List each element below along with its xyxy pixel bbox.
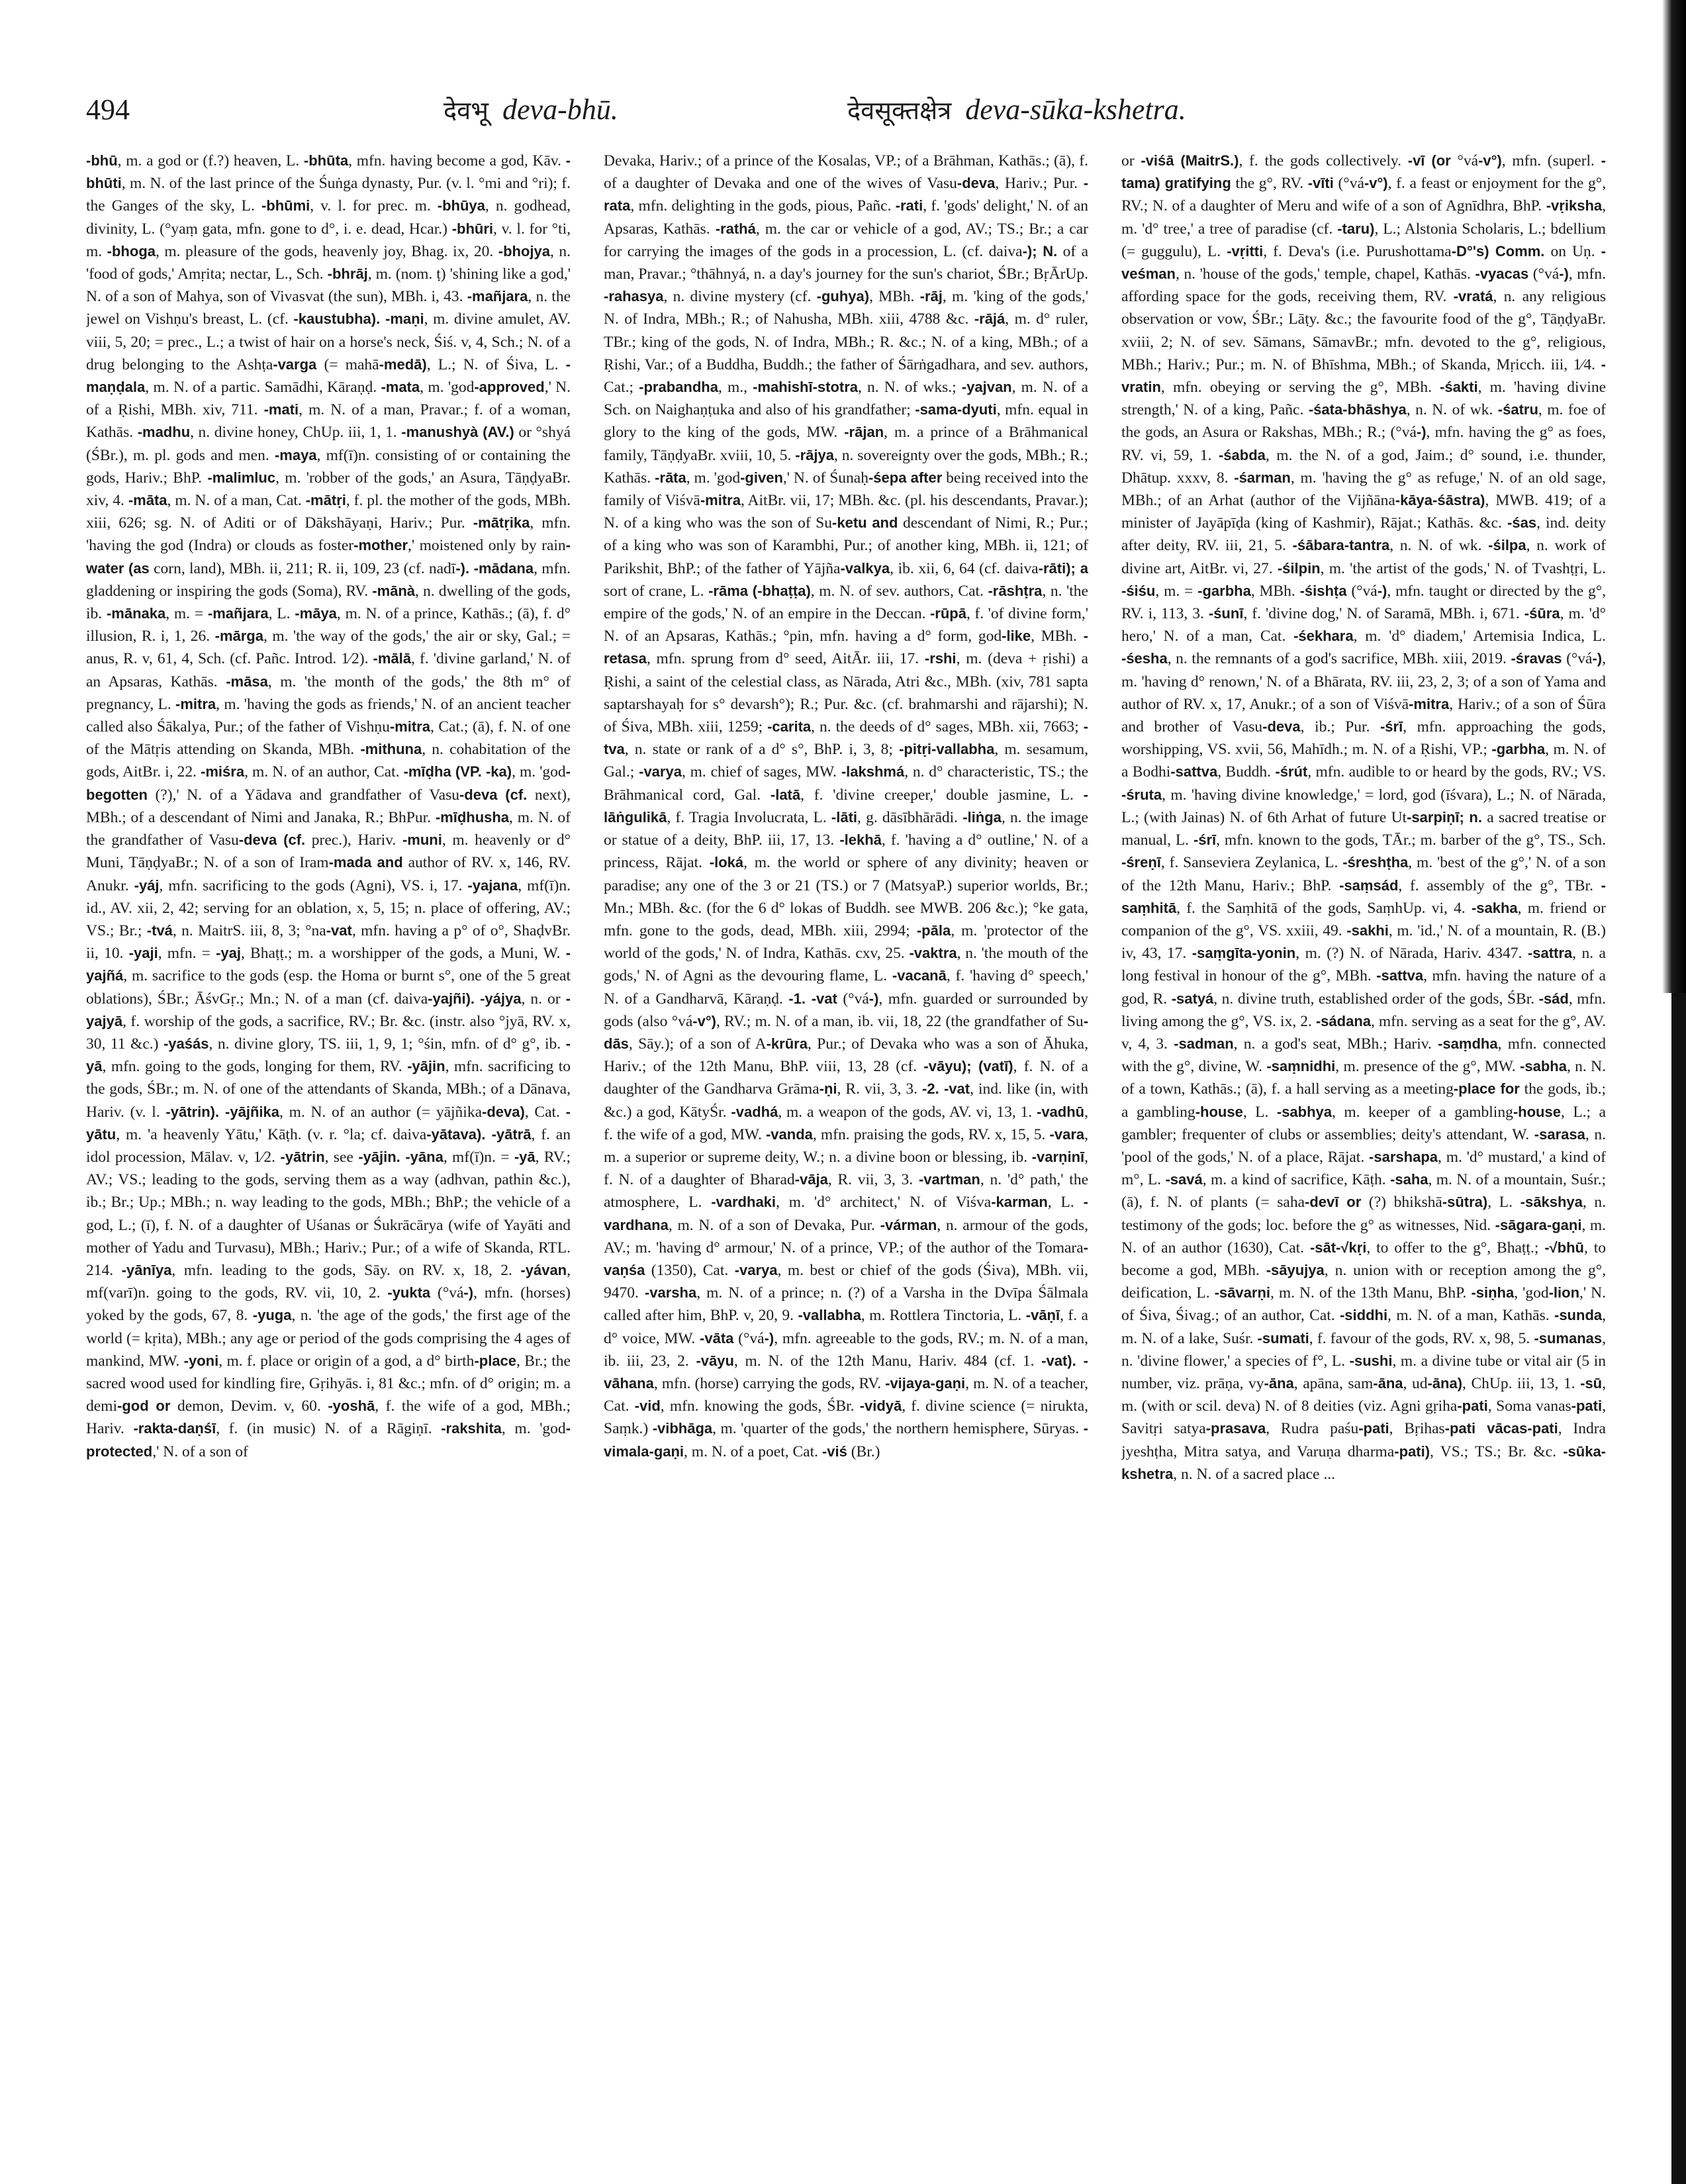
headword: -satyá	[1171, 990, 1214, 1007]
headword: -bhrāj	[327, 265, 368, 283]
headword: -veśman	[1121, 242, 1606, 283]
column-3	[1121, 150, 1606, 2169]
headword: -mārga	[214, 628, 263, 645]
headword: -dās	[604, 1012, 1088, 1052]
headword: -karman	[991, 1194, 1048, 1211]
headword: -śilpin	[1277, 559, 1321, 577]
headword: -vṛiksha	[1546, 197, 1603, 214]
headword: -prabandha	[639, 379, 718, 396]
headword: -yajvan	[961, 379, 1012, 396]
headword: -vāṇī	[1025, 1307, 1060, 1324]
headword: -vanda	[765, 1125, 813, 1143]
headword: -vāta	[700, 1329, 734, 1347]
headword: -mitra	[1409, 695, 1450, 712]
headword: -)	[1416, 424, 1427, 441]
headword: -muni	[402, 831, 442, 849]
headword: -viśā (MaitrS.)	[1141, 152, 1239, 169]
headword: -śreṇī	[1121, 854, 1161, 871]
headword: -rāti); a	[1038, 559, 1088, 577]
headword: -mada and	[328, 854, 403, 871]
right-head-word: deva-sūka-kshetra.	[965, 93, 1186, 126]
headword: -sākshya	[1520, 1194, 1583, 1211]
headword: -vijaya-gaṇi	[885, 1374, 966, 1392]
headword: -yajana	[467, 877, 518, 894]
headword: -pati	[1457, 1398, 1488, 1415]
left-running-head	[444, 93, 618, 127]
headword: -sádana	[1315, 1012, 1372, 1029]
headword: -sāt-√kṛi	[1309, 1239, 1367, 1256]
headword: -mānaka	[106, 605, 166, 622]
headword: -bhūya	[437, 197, 485, 214]
column-text: -bhū, m. a god or (f.?) heaven, L. -bhūta, mfn. having become a god, Kāv. -bhūti, m. N. of the last prince of the Śuṅga dynasty, Pur. (v. l. °mi and °ri); f. the Ganges of the sky, L. -bhūmi, v. l. for prec. m. -bhūya, n. godhead, divinity, L. (°yaṃ gata, mfn. gone to d°, i. e. dead, Hcar.) -bhūri, v. l. for °ti, m. -bhoga, m. pleasure of the gods, heavenly joy, Bhag. ix, 20. -bhojya, n. 'food of gods,' Amṛita; nectar, L., Sch. -bhrāj, m. (nom. ṭ) 'shining like a god,' N. of a son of Mahya, son of Vivasvat (the sun), MBh. i, 43. -mañjara, n. the jewel on Vishṇu's breast, L. (cf. -kaustubha). -maṇi, m. divine amulet, AV. viii, 5, 20; = prec., L.; a twist of hair on a horse's neck, Śiś. v, 4, Sch.; N. of a drug belonging to the Ashṭa-varga (= mahā-medā), L.; N. of Śiva, L. -maṇḍala, m. N. of a partic. Samādhi, Kāraṇḍ. -mata, m. 'god-approved,' N. of a Ṛishi, MBh. xiv, 711. -mati, m. N. of a man, Pravar.; f. of a woman, Kathās. -madhu, n. divine honey, ChUp. iii, 1, 1. -manushyà (AV.) or °shyá (ŚBr.), m. pl. gods and men. -maya, mf(ī)n. consisting of or containing the gods, Hariv.; BhP. -malimluc, m. 'robber of the gods,' an Asura, TāṇḍyaBr. xiv, 4. -māta, m. N. of a man, Cat. -mātṛi, f. pl. the mother of the gods, MBh. xiii, 626; sg. N. of Aditi or of Dākshāyaṇi, Hariv.; Pur. -mātṛika, mfn. 'having the god (Indra) or clouds as foster-mother,' moistened only by rain-water (as corn, land), MBh. ii, 211; R. ii, 109, 23 (cf. nadī-). -mādana, mfn. gladdening or inspiring the gods (Soma), RV. -mānà, n. dwelling of the gods, ib. -mānaka, m. = -mañjara, L. -māya, m. N. of a prince, Kathās.; (ā), f. d° illusion, R. i, 1, 26. -mārga, m. 'the way of the gods,' the air or sky, Gal.; = anus, R. v, 61, 4, Sch. (cf. Pañc. Introd. 1⁄2). -mālā, f. 'divine garland,' N. of an Apsaras, Kathās. -māsa, m. 'the month of the gods,' the 8th m° of pregnancy, L. -mitra, m. 'having the gods as friends,' N. of an ancient teacher called also Śākalya, Pur.; of the father of Vishṇu-mitra, Cat.; (ā), f. N. of one of the Mātṛis attending on Skanda, MBh. -mithuna, n. cohabitation of the gods, AitBr. i, 22. -miśra, m. N. of an author, Cat. -mīḍha (VP. -ka), m. 'god-begotten (?),' N. of a Yādava and grandfather of Vasu-deva (cf. next), MBh.; of a descendant of Nimi and Janaka, R.; BhPur. -mīḍhusha, m. N. of the grandfather of Vasu-deva (cf. prec.), Hariv. -muni, m. heavenly or d° Muni, TāṇḍyaBr.; N. of a son of Iram-mada and author of RV. x, 146, RV. Anukr. -yáj, mfn. sacrificing to the gods (Agni), VS. i, 17. -yajana, mf(ī)n. id., AV. xii, 2, 42; serving for an oblation, x, 5, 15; n. place of offering, AV.; VS.; Br.; -tvá, n. MaitrS. iii, 8, 3; °na-vat, mfn. having a p° of o°, ShaḍvBr. ii, 10. -yaji, mfn. = -yaj, Bhaṭṭ.; m. a worshipper of the gods, a Muni, W. -yajñá, m. sacrifice to the gods (esp. the Homa or burnt s°, one of the 5 great oblations), ŚBr.; ĀśvGṛ.; Mn.; N. of a man (cf. daiva-yajñi). -yájya, n. or -yajyā, f. worship of the gods, a sacrifice, RV.; Br. &c. (instr. also °jyā, RV. x, 30, 11 &c.) -yaśás, n. divine glory, TS. iii, 1, 9, 1; °śin, mfn. of d° g°, ib. -yā, mfn. going to the gods, longing for them, RV. -yājin, mfn. sacrificing to the gods, ŚBr.; m. N. of one of the attendants of Skanda, MBh.; of a Dānava, Hariv. (v. l. -yātrin). -yājñika, m. N. of an author (= yājñika-deva), Cat. -yātu, m. 'a heavenly Yātu,' Kāṭh. (v. r. °la; cf. daiva-yātava). -yātrā, f. an idol procession, Mālav. v, 1⁄2. -yātrin, see -yājin. -yāna, mf(ī)n. = -yā, RV.; AV.; VS.; leading to the gods, serving them as a way (adhvan, pathin &c.), ib.; Br.; Up.; MBh.; n. way leading to the gods, MBh.; BhP.; the vehicle of a god, L.; (ī), f. N. of a daughter of Uśanas or Śukrācārya (wife of Yayāti and mother of Yadu and Turvasu), MBh.; Hariv.; Pur.; of a wife of Skanda, RTL. 214. -yānīya, mfn. leading to the gods, Sāy. on RV. x, 18, 2. -yávan, mf(varī)n. going to the gods, RV. vii, 10, 2. -yukta (°vá-), mfn. (horses) yoked by the gods, 67, 8. -yuga, n. 'the age of the gods,' the first age of the world (= kṛita), MBh.; any age or period of the gods comprising the 4 ages of mankind, MW. -yoni, m. f. place or origin of a god, a d° birth-place, Br.; the sacred wood used for kindling fire, Gṛihyās. i, 81 &c.; mfn. of d° origin; m. a demi-god or demon, Devim. v, 60. -yoshā, f. the wife of a god, MBh.; Hariv. -rakta-daṇśī, f. (in music) N. of a Rāgiṇī. -rakshita, m. 'god-protected,' N. of a son of	[86, 152, 571, 1460]
headword: -mother	[353, 537, 408, 554]
headword: -sāvarṇi	[1214, 1284, 1270, 1302]
column-1	[86, 150, 571, 2169]
headword: -mātṛi	[305, 492, 346, 509]
headword: -tvá	[146, 922, 173, 939]
headword: -rakta-daṇśī	[133, 1420, 216, 1437]
headword: -1. -vat	[788, 990, 837, 1007]
headword: -bhūri	[451, 220, 494, 237]
headword: -sāgara-gaṇi	[1495, 1216, 1582, 1233]
headword: -vratá	[1453, 288, 1493, 305]
headword: -valkya	[840, 559, 890, 577]
headword: -mata	[381, 379, 420, 396]
headword: -deva	[1262, 718, 1301, 736]
headword: -vaktra	[909, 945, 957, 962]
headword: -yaśás	[163, 1035, 209, 1052]
headword: -saṃgīta-yonin	[1192, 945, 1296, 962]
headword: -like	[1002, 628, 1031, 645]
headword: -carita	[767, 718, 812, 736]
headword: -vyacas	[1475, 265, 1529, 283]
headword: -lāṅgulikā	[604, 786, 1088, 826]
headword: -rahasya	[604, 288, 664, 305]
headword: -śrút	[1275, 763, 1308, 781]
headword: -sarshapa	[1369, 1148, 1438, 1165]
headword: -bhojya	[498, 242, 550, 260]
headword: -bhoga	[107, 242, 156, 260]
headword: -śepa after	[868, 469, 943, 486]
right-head-devanagari: देवसूक्तक्षेत्र	[847, 96, 952, 125]
headword: -vimala-gaṇi	[604, 1420, 1088, 1460]
headword: -mati	[263, 401, 299, 418]
headword: -viś	[821, 1443, 847, 1460]
headword: -god or	[117, 1398, 171, 1415]
headword: -madhu	[137, 424, 191, 441]
headword: -śishṭa	[1299, 582, 1347, 599]
headword: -tva	[604, 718, 1088, 758]
headword: -vratin	[1121, 356, 1606, 396]
headword: -sāyujya	[1266, 1261, 1325, 1278]
headword: -)	[1592, 650, 1603, 667]
column-text: or -viśā (MaitrS.), f. the gods collectively. -vī (or °vá-v°), mfn. (superl. -tama) gratifying the g°, RV. -vīti (°vá-v°), f. a feast or enjoyment for the g°, RV.; N. of a daughter of Meru and wife of a son of Agnīdhra, BhP. -vṛiksha, m. 'd° tree,' a tree of paradise (cf. -taru), L.; Alstonia Scholaris, L.; bdellium (= guggulu), L. -vṛitti, f. Deva's (i.e. Purushottama-D°'s) Comm. on Uṇ. -veśman, n. 'house of the gods,' temple, chapel, Kathās. -vyacas (°vá-), mfn. affording space for the gods, receiving them, RV. -vratá, n. any religious observation or vow, ŚBr.; Lāṭy. &c.; the favourite food of the g°, TāṇḍyaBr. xviii, 2; N. of sev. Sāmans, SāmavBr.; mfn. devoted to the g°, religious, MBh.; Hariv.; Pur.; m. N. of Bhīshma, MBh.; of Skanda, Mṛicch. iii, 1⁄4. -vratin, mfn. obeying or serving the g°, MBh. -śakti, m. 'having divine strength,' N. of a king, Pañc. -śata-bhāshya, n. N. of wk. -śatru, m. foe of the gods, an Asura or Rakshas, MBh.; R.; (°vá-), mfn. having the g° as foes, RV. vi, 59, 1. -śabda, m. the N. of a god, Jaim.; d° sound, i.e. thunder, Dhātup. xxxv, 8. -śarman, m. 'having the g° as refuge,' N. of an old sage, MBh.; of an Arhat (author of the Vijñāna-kāya-śāstra), MWB. 419; of a minister of Jayāpīḍa (king of Kashmir), Rājat.; Kathās. &c. -śas, ind. deity after deity, RV. iii, 21, 5. -śābara-tantra, n. N. of wk. -śilpa, n. work of divine art, AitBr. vi, 27. -śilpin, m. 'the artist of the gods,' N. of Tvashṭṛi, L. -śiśu, m. = -garbha, MBh. -śishṭa (°vá-), mfn. taught or directed by the g°, RV. i, 113, 3. -śunī, f. 'divine dog,' N. of Saramā, MBh. i, 671. -śūra, m. 'd° hero,' N. of a man, Cat. -śekhara, m. 'd° diadem,' Artemisia Indica, L. -śesha, n. the remnants of a god's sacrifice, MBh. xiii, 2019. -śravas (°vá-), m. 'having d° renown,' N. of a Bhārata, RV. iii, 23, 2, 3; of a son of Yama and author of RV. x, 17, Anukr.; of a son of Viśvā-mitra, Hariv.; of a son of Śūra and brother of Vasu-deva, ib.; Pur. -śrī, mfn. approaching the gods, worshipping, VS. xvii, 56, Mahīdh.; m. N. of a Ṛishi, VP.; -garbha, m. N. of a Bodhi-sattva, Buddh. -śrút, mfn. audible to or heard by the gods, RV.; VS. -śruta, m. 'having divine knowledge,' = lord, god (īśvara), L.; N. of Nārada, L.; (with Jainas) N. of 6th Arhat of future Ut-sarpiṇī; n. a sacred treatise or manual, L. -śrī, mfn. known to the gods, TĀr.; m. barber of the g°, TS., Sch. -śreṇī, f. Sanseviera Zeylanica, L. -śreshṭha, m. 'best of the g°,' N. of a son of the 12th Manu, Hariv.; BhP. -saṃsád, f. assembly of the g°, TBr. -saṃhitā, f. the Saṃhitā of the gods, SaṃhUp. vi, 4. -sakha, m. friend or companion of the g°, VS. xxiii, 49. -sakhi, m. 'id.,' N. of a mountain, R. (B.) iv, 43, 17. -saṃgīta-yonin, m. (?) N. of Nārada, Hariv. 4347. -sattra, n. a long festival in honour of the g°, MBh. -sattva, mfn. having the nature of a god, R. -satyá, n. divine truth, established order of the gods, ŚBr. -sád, mfn. living among the g°, VS. ix, 2. -sádana, mfn. serving as a seat for the g°, AV. v, 4, 3. -sadman, n. a god's seat, MBh.; Hariv. -saṃdha, mfn. connected with the g°, divine, W. -saṃnidhi, m. presence of the g°, MW. -sabha, n. N. of a town, Kathās.; (ā), f. a hall serving as a meeting-place for the gods, ib.; a gambling-house, L. -sabhya, m. keeper of a gambling-house, L.; a gambler; frequenter of clubs or assemblies; deity's attendant, W. -sarasa, n. 'pool of the gods,' N. of a place, Rājat. -sarshapa, m. 'd° mustard,' a kind of m°, L. -savá, m. a kind of sacrifice, Kāṭh. -saha, m. N. of a mountain, Suśr.; (ā), f. N. of plants (= saha-devī or (?) bhikshā-sūtra), L. -sākshya, n. testimony of the gods; loc. before the g° as witnesses, Nid. -sāgara-gaṇi, m. N. of an author (1630), Cat. -sāt-√kṛi, to offer to the g°, Bhaṭṭ.; -√bhū, to become a god, MBh. -sāyujya, n. union with or reception among the g°, deification, L. -sāvarṇi, m. N. of the 13th Manu, BhP. -siṇha, 'god-lion,' N. of Śiva, Śivag.; of an author, Cat. -siddhi, m. N. of a man, Kathās. -sunda, m. N. of a lake, Suśr. -sumati, f. favour of the gods, RV. x, 98, 5. -sumanas, n. 'divine flower,' a species of f°, L. -sushi, m. a divine tube or vital air (5 in number, viz. prāṇa, vy-āna, apāna, sam-āna, ud-āna), ChUp. iii, 13, 1. -sū, m. (with or scil. deva) N. of 8 deities (viz. Agni gṛiha-pati, Soma vanas-pati, Savitṛi satya-prasava, Rudra paśu-pati, Bṛihas-pati vācas-pati, Indra jyeshṭha, Mitra satya, and Varuṇa dharma-pati), VS.; TS.; Br. &c. -sūka-kshetra, n. N. of a sacred place ...	[1121, 152, 1606, 1483]
headword: -pati vācas-pati	[1444, 1420, 1558, 1437]
headword: -water (as	[86, 537, 571, 577]
headword: -vidyā	[859, 1398, 902, 1415]
headword: -sattva	[1376, 967, 1424, 984]
headword: -varga	[273, 356, 317, 373]
headword: -mīḍha (VP.	[403, 763, 482, 781]
headword: -śilpa	[1488, 537, 1526, 554]
headword: -garbha	[1491, 741, 1546, 758]
headword: -śruta	[1121, 786, 1162, 803]
headword: -kāya-śāstra)	[1395, 492, 1485, 509]
column-text: Devaka, Hariv.; of a prince of the Kosalas, VP.; of a Brāhman, Kathās.; (ā), f. of a daughter of Devaka and one of the wives of Vasu-deva, Hariv.; Pur. -rata, mfn. delighting in the gods, pious, Pañc. -rati, f. 'gods' delight,' N. of an Apsaras, Kathās. -rathá, m. the car or vehicle of a god, AV.; TS.; Br.; a car for carrying the images of the gods in a procession, L. (cf. daiva-); N. of a man, Pravar.; °thāhnyá, n. a day's journey for the sun's chariot, ŚBr.; BṛĀrUp. -rahasya, n. divine mystery (cf. -guhya), MBh. -rāj, m. 'king of the gods,' N. of Indra, MBh.; R.; of Nahusha, MBh. xiii, 4788 &c. -rājá, m. d° ruler, TBr.; king of the gods, N. of Indra, MBh.; R. &c.; N. of a king, MBh.; of a Ṛishi, Var.; of a Buddha, Buddh.; the father of Śārṅgadhara, and sev. authors, Cat.; -prabandha, m., -mahishī-stotra, n. N. of wks.; -yajvan, m. N. of a Sch. on Naighaṇṭuka and also of his grandfather; -sama-dyuti, mfn. equal in glory to the king of the gods, MW. -rājan, m. a prince of a Brāhmanical family, TāṇḍyaBr. xviii, 10, 5. -rājya, n. sovereignty over the gods, MBh.; R.; Kathās. -rāta, m. 'god-given,' N. of Śunaḥ-śepa after being received into the family of Viśvā-mitra, AitBr. vii, 17; MBh. &c. (pl. his descendants, Pravar.); N. of a king who was the son of Su-ketu and descendant of Nimi, R.; Pur.; of a king who was son of Karambhi, Pur.; of another king, MBh. ii, 121; of Parikshit, BhP.; of the father of Yājña-valkya, ib. xii, 6, 64 (cf. daiva-rāti); a sort of crane, L. -rāma (-bhaṭṭa), m. N. of sev. authors, Cat. -rāshṭra, n. 'the empire of the gods,' N. of an empire in the Deccan. -rūpā, f. 'of divine form,' N. of an Apsaras, Kathās.; °pin, mfn. having a d° form, god-like, MBh. -retasa, mfn. sprung from d° seed, AitĀr. iii, 17. -rshi, m. (deva + ṛishi) a Ṛishi, a saint of the celestial class, as Nārada, Atri &c., MBh. (xiv, 781 sapta saptarshayaḥ for s° devarsh°); R.; Pur. &c. (cf. brahmarshi and rājarshi); N. of Śiva, MBh. xiii, 1259; -carita, n. the deeds of d° sages, MBh. xii, 7663; -tva, n. state or rank of a d° s°, BhP. i, 3, 8; -pitṛi-vallabha, m. sesamum, Gal.; -varya, m. chief of sages, MW. -lakshmá, n. d° characteristic, TS.; the Brāhmanical cord, Gal. -latā, f. 'divine creeper,' double jasmine, L. -lāṅgulikā, f. Tragia Involucrata, L. -lāti, g. dāsībhārādi. -liṅga, n. the image or statue of a deity, BhP. iii, 17, 13. -lekhā, f. 'having a d° outline,' N. of a princess, Rājat. -loká, m. the world or sphere of any divinity; heaven or paradise; any one of the 3 or 21 (TS.) or 7 (MatsyaP.) superior worlds, Br.; Mn.; MBh. &c. (for the 6 d° lokas of Buddh. see MWB. 206 &c.); °ke gata, mfn. gone to the gods, dead, MBh. xiii, 2994; -pāla, m. 'protector of the world of the gods,' N. of Indra, Kathās. cxv, 25. -vaktra, n. 'the mouth of the gods,' N. of Agni as the devouring flame, L. -vacanā, f. 'having d° speech,' N. of a Gandharvā, Kāraṇḍ. -1. -vat (°vá-), mfn. guarded or surrounded by gods (also °vá-v°), RV.; m. N. of a man, ib. vii, 18, 22 (the grandfather of Su-dās, Sāy.); of a son of A-krūra, Pur.; of Devaka who was a son of Āhuka, Hariv.; of the 12th Manu, BhP. viii, 13, 28 (cf. -vāyu); (vatī), f. N. of a daughter of the Gandharva Grāma-ṇi, R. vii, 3, 3. -2. -vat, ind. like (in, with &c.) a god, KātyŚr. -vadhá, m. a weapon of the gods, AV. vi, 13, 1. -vadhū, f. the wife of a god, MW. -vanda, mfn. praising the gods, RV. x, 15, 5. -vara, m. a superior or supreme deity, W.; n. a divine boon or blessing, ib. -varṇinī, f. N. of a daughter of Bharad-vāja, R. vii, 3, 3. -vartman, n. 'd° path,' the atmosphere, L. -vardhaki, m. 'd° architect,' N. of Viśva-karman, L. -vardhana, m. N. of a son of Devaka, Pur. -várman, n. armour of the gods, AV.; m. 'having d° armour,' N. of a prince, VP.; of the author of the Tomara-vaṇśa (1350), Cat. -varya, m. best or chief of the gods (Śiva), MBh. vii, 9470. -varsha, m. N. of a prince; n. (?) of a Varsha in the Dvīpa Śālmala called after him, BhP. v, 20, 9. -vallabha, m. Rottlera Tinctoria, L. -vāṇī, f. a d° voice, MW. -vāta (°vá-), mfn. agreeable to the gods, RV.; m. N. of a man, ib. iii, 23, 2. -vāyu, m. N. of the 12th Manu, Hariv. 484 (cf. 1. -vat). -vāhana, mfn. (horse) carrying the gods, RV. -vijaya-gaṇi, m. N. of a teacher, Cat. -vid, mfn. knowing the gods, ŚBr. -vidyā, f. divine science (= nirukta, Saṃk.) -vibhāga, m. 'quarter of the gods,' the northern hemisphere, Sūryas. -vimala-gaṇi, m. N. of a poet, Cat. -viś (Br.)	[604, 152, 1088, 1460]
headword: -vaṇśa	[604, 1239, 1088, 1278]
headword: -ka)	[485, 763, 512, 781]
headword: -sád	[1538, 990, 1569, 1007]
headword: -maya	[274, 446, 317, 463]
left-head-word: deva-bhū.	[502, 93, 618, 126]
headword: -sama-dyuti	[915, 401, 997, 418]
headword: -bhūmi	[261, 197, 310, 214]
headword: -yajñi).	[428, 990, 475, 1007]
headword: -śiśu	[1121, 582, 1156, 599]
headword: -mithuna	[360, 741, 422, 758]
headword: -mahishī-stotra	[753, 379, 859, 396]
headword: -yātrin). -yājñika	[165, 1103, 279, 1120]
headword: -vat). -vāhana	[604, 1352, 1088, 1392]
headword: -várman	[880, 1216, 937, 1233]
headword: -lāti	[831, 808, 858, 826]
headword: -pati	[1358, 1420, 1389, 1437]
headword: -rati	[895, 197, 923, 214]
headword: -krūra	[766, 1035, 808, 1052]
headword: -rāma (-bhaṭṭa)	[708, 582, 811, 599]
headword: -vāyu); (vatī)	[923, 1058, 1013, 1075]
headword: -devī or	[1305, 1194, 1362, 1211]
headword: -rāshṭra	[988, 582, 1043, 599]
headword: -)	[1559, 265, 1569, 283]
headword: -rathá	[715, 220, 756, 237]
headword: -pitṛi-vallabha	[899, 741, 995, 758]
headword: -sarasa	[1534, 1125, 1585, 1143]
headword: -mitra	[389, 718, 430, 736]
headword: -saṃdha	[1438, 1035, 1498, 1052]
headword: -śūra	[1524, 605, 1560, 622]
headword: -vid	[634, 1398, 661, 1415]
headword: -māsa	[226, 673, 268, 690]
headword: -māya	[295, 605, 337, 622]
headword: -varya	[734, 1261, 778, 1278]
headword: -yātu	[86, 1103, 571, 1143]
headword: -śarman	[1234, 469, 1291, 486]
scan-edge-shadow-lower	[1671, 993, 1686, 2184]
headword: -rāta	[655, 469, 686, 486]
headword: -yā	[514, 1148, 536, 1165]
headword: -sattva	[1170, 763, 1218, 781]
headword: -māta	[128, 492, 167, 509]
headword: -sumanas	[1534, 1329, 1603, 1347]
headword: -vardhana	[604, 1194, 1088, 1233]
headword: -); N.	[1022, 242, 1058, 260]
headword: -bhū	[86, 152, 118, 169]
headword: -saṃsád	[1339, 877, 1399, 894]
headword: -yuga	[252, 1307, 292, 1324]
headword: -śābara-tantra	[1292, 537, 1390, 554]
headword: -yoni	[183, 1352, 219, 1369]
headword: -śunī	[1208, 605, 1244, 622]
headword: -malimluc	[207, 469, 276, 486]
headword: -lion	[1548, 1284, 1580, 1302]
headword: -rājan	[844, 424, 884, 441]
headword: -sūtra)	[1442, 1194, 1488, 1211]
column-2	[604, 150, 1088, 2169]
headword: -āna	[1373, 1374, 1403, 1392]
headword: -siṇha	[1471, 1284, 1515, 1302]
headword: -śrī	[1380, 718, 1403, 736]
headword: -bhūti	[86, 152, 571, 192]
headword: -pati)	[1394, 1443, 1430, 1460]
headword: -vara	[1049, 1125, 1085, 1143]
headword: -sabhya	[1276, 1103, 1333, 1120]
headword: -sūka-kshetra	[1121, 1443, 1606, 1482]
headword: -mitra	[700, 492, 741, 509]
headword: -vadhá	[731, 1103, 778, 1120]
headword: -kaustubha). -maṇi	[293, 310, 424, 328]
headword: -loká	[709, 854, 744, 871]
headword: -mañjara	[467, 288, 528, 305]
headword: -deva (cf.	[459, 786, 528, 803]
headword: -yātava). -yātrā	[426, 1125, 532, 1143]
headword: -maṇḍala	[86, 356, 571, 396]
headword: -sakhi	[1346, 922, 1389, 939]
headword: -)	[463, 1284, 474, 1302]
headword: -rshi	[924, 650, 957, 667]
headword: -rājya	[795, 446, 834, 463]
headword: -sumati	[1257, 1329, 1309, 1347]
headword: -mitra	[175, 695, 216, 712]
headword: -vadhū	[1037, 1103, 1085, 1120]
headword: -√bhū	[1544, 1239, 1584, 1256]
page-number: 494	[86, 93, 130, 126]
headword: -mañjara	[207, 605, 269, 622]
headword: -vallabha	[798, 1307, 861, 1324]
headword: -yaji	[128, 945, 158, 962]
headword: -saṃnidhi	[1266, 1058, 1336, 1075]
headword: -vacanā	[892, 967, 947, 984]
headword: -v°)	[1478, 152, 1502, 169]
headword: -varṇinī	[1031, 1148, 1085, 1165]
headword: -vāja	[794, 1171, 828, 1188]
headword: -rata	[604, 175, 1088, 214]
headword: -saha	[1390, 1171, 1428, 1188]
headword: -given	[740, 469, 783, 486]
headword: -liṅga	[962, 808, 1002, 826]
headword: -)	[868, 990, 879, 1007]
headword: -place for	[1453, 1080, 1520, 1098]
headword: -rakshita	[441, 1420, 502, 1437]
headword: -D°'s) Comm.	[1451, 242, 1545, 260]
headword: -v°)	[692, 1012, 716, 1029]
headword: -śakti	[1440, 379, 1478, 396]
headword: -prasava	[1205, 1420, 1266, 1437]
headword: -begotten	[86, 763, 571, 803]
headword: -lakshmá	[841, 763, 905, 781]
headword: -yáj	[134, 877, 160, 894]
headword: -yoshā	[328, 1398, 375, 1415]
left-head-devanagari: देवभू	[444, 96, 489, 125]
headword: -yájya	[480, 990, 522, 1007]
headword: -mānà	[372, 582, 416, 599]
headword: -deva	[957, 175, 996, 192]
headword: -yā	[86, 1035, 571, 1075]
headword: -sunda	[1554, 1307, 1603, 1324]
headword: -deva)	[482, 1103, 525, 1120]
headword: -śata-bhāshya	[1308, 401, 1407, 418]
headword: -yānīya	[121, 1261, 172, 1278]
headword: -yājin. -yāna	[358, 1148, 444, 1165]
headword: -rāj	[919, 288, 943, 305]
headword: -rūpā	[929, 605, 966, 622]
headword: -saṃhitā	[1121, 877, 1606, 916]
headword: -guhya)	[816, 288, 870, 305]
headword: -medā)	[379, 356, 427, 373]
headword: -vat	[326, 922, 352, 939]
headword: -śravas	[1511, 650, 1562, 667]
headword: -deva (cf.	[238, 831, 306, 849]
entry-columns	[86, 150, 1609, 2169]
headword: -approved	[474, 379, 545, 396]
headword: -latā	[770, 786, 801, 803]
headword: -mātṛika	[473, 514, 530, 532]
headword: -yātrin	[280, 1148, 325, 1165]
headword: -yávan	[520, 1261, 567, 1278]
headword: -yajyā	[86, 990, 571, 1029]
headword: -house	[1513, 1103, 1561, 1120]
headword: -yājin	[407, 1058, 445, 1075]
headword: -)	[1377, 582, 1387, 599]
headword: -śabda	[1218, 446, 1266, 463]
headword: -sadman	[1174, 1035, 1234, 1052]
headword: -taru)	[1337, 220, 1375, 237]
headword: -yaj	[216, 945, 241, 962]
headword: -)	[764, 1329, 774, 1347]
headword: -house	[1195, 1103, 1243, 1120]
headword: -varya	[639, 763, 682, 781]
headword: -lekhā	[839, 831, 882, 849]
headword: -varsha	[644, 1284, 697, 1302]
headword: -vibhāga	[652, 1420, 713, 1437]
headword: -). -mādana	[455, 559, 534, 577]
headword: -tama) gratifying	[1121, 152, 1606, 192]
headword: -sakha	[1471, 899, 1518, 916]
headword: -mīḍhusha	[435, 808, 510, 826]
headword: -bhūta	[303, 152, 349, 169]
headword: -2. -vat	[922, 1080, 970, 1098]
headword: -pāla	[916, 922, 951, 939]
headword: -miśra	[201, 763, 245, 781]
headword: -sushi	[1349, 1352, 1393, 1369]
headword: -vīti	[1307, 175, 1334, 192]
headword: -sabha	[1520, 1058, 1567, 1075]
headword: -siddhi	[1339, 1307, 1388, 1324]
headword: -śrī	[1193, 831, 1217, 849]
headword: -vī (or	[1407, 152, 1451, 169]
headword: -ketu and	[832, 514, 898, 532]
headword: -yukta	[387, 1284, 431, 1302]
headword: -v°)	[1364, 175, 1388, 192]
headword: -sū	[1580, 1374, 1603, 1392]
headword: -rājá	[974, 310, 1006, 328]
headword: -vṛitti	[1227, 242, 1264, 260]
headword: -garbha	[1197, 582, 1251, 599]
headword: -sarpiṇī; n.	[1407, 808, 1482, 826]
headword: -āna	[1264, 1374, 1294, 1392]
headword: -protected	[86, 1420, 571, 1460]
headword: -śatru	[1497, 401, 1538, 418]
headword: -mālā	[373, 650, 412, 667]
headword: -ṇi	[819, 1080, 837, 1098]
headword: -retasa	[604, 628, 1088, 667]
headword: -śesha	[1121, 650, 1168, 667]
headword: -sattra	[1527, 945, 1573, 962]
headword: -śekhara	[1293, 628, 1354, 645]
headword: -vartman	[918, 1171, 980, 1188]
headword: -savá	[1165, 1171, 1203, 1188]
headword: -śreshṭha	[1342, 854, 1409, 871]
headword: -place	[474, 1352, 517, 1369]
headword: -śas	[1507, 514, 1537, 532]
scan-edge-shadow	[1662, 0, 1686, 993]
right-running-head	[847, 93, 1186, 127]
headword: -āna)	[1427, 1374, 1463, 1392]
headword: -manushyà (AV.)	[401, 424, 514, 441]
headword: -vāyu	[696, 1352, 734, 1369]
headword: -yajñá	[86, 945, 571, 984]
headword: -pati	[1571, 1398, 1603, 1415]
page-header	[86, 93, 1595, 132]
headword: -vardhaki	[711, 1194, 776, 1211]
